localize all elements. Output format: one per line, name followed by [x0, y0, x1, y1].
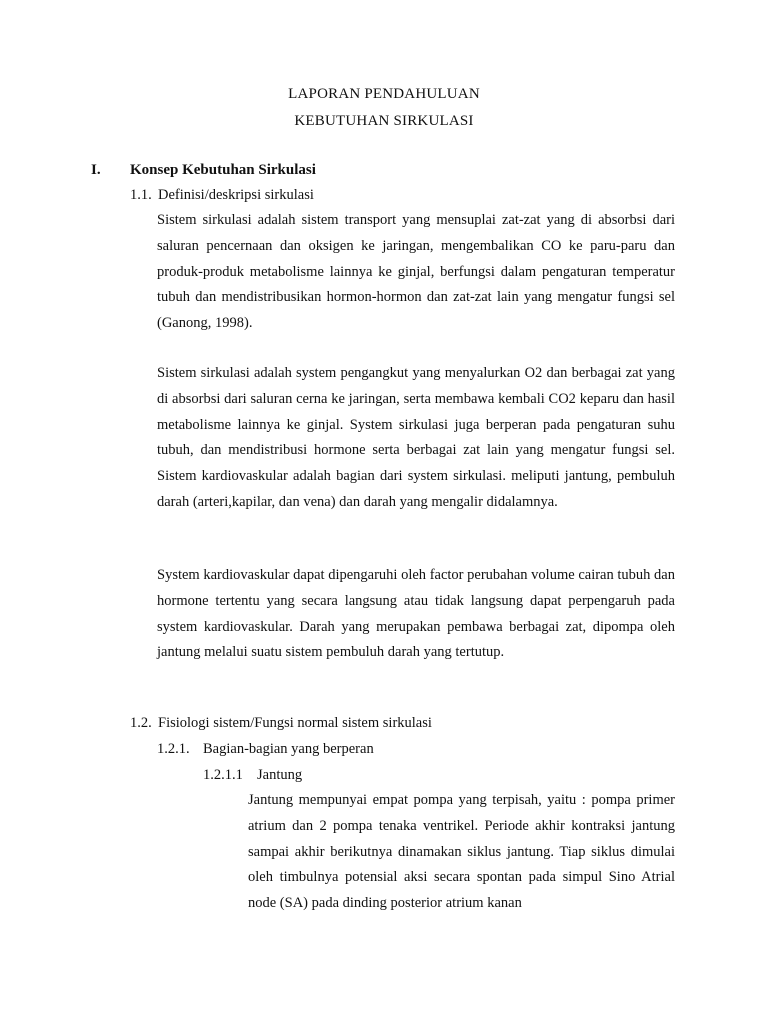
subsection-title: Bagian-bagian yang berperan	[203, 741, 374, 757]
subsection-heading-1-2	[130, 715, 432, 732]
subsection-title: Fisiologi sistem/Fungsi normal sistem sirkulasi	[158, 715, 432, 731]
paragraph-jantung: Jantung mempunyai empat pompa yang terpisah, yaitu : pompa primer atrium dan 2 pompa tenaka ventrikel. Periode akhir kontraksi jantung sampai akhir berikutnya dinamakan siklus jantung. Tiap siklus dimulai oleh timbulnya potensial aksi secara spontan pada simpul Sino Atrial node (SA) pada dinding posterior atrium kanan	[248, 792, 675, 912]
subsection-heading-1-2-1	[157, 741, 374, 758]
subsection-number: 1.1.	[130, 187, 152, 203]
subsection-number: 1.2.	[130, 715, 152, 731]
document-title-line1: LAPORAN PENDAHULUAN	[288, 86, 480, 102]
subsection-number: 1.2.1.	[157, 741, 190, 757]
paragraph-definition-2: Sistem sirkulasi adalah system pengangkut yang menyalurkan O2 dan berbagai zat yang di absorbsi dari saluran cerna ke jaringan, serta membawa kembali CO2 keparu dan hasil metabolisme lainnya ke ginjal. System sirkulasi juga berperan pada pengaturan suhu tubuh, dan mendistribusi hormone serta berbagai zat lain yang mengatur fungsi sel. Sistem kardiovaskular adalah bagian dari system sirkulasi. meliputi jantung, pembuluh darah (arteri,kapilar, dan vena) dan darah yang mengalir didalamnya.	[157, 365, 675, 510]
subsection-title: Definisi/deskripsi sirkulasi	[158, 187, 314, 203]
section-title: Konsep Kebutuhan Sirkulasi	[130, 162, 316, 178]
subsection-heading-1-1	[130, 187, 314, 204]
subsection-heading-1-2-1-1	[203, 767, 302, 784]
subsection-title: Jantung	[257, 767, 303, 783]
paragraph-definition-1: Sistem sirkulasi adalah sistem transport yang mensuplai zat-zat yang di absorbsi dari saluran pencernaan dan oksigen ke jaringan, mengembalikan CO ke paru-paru dan produk-produk metabolisme lainnya ke ginjal, berfungsi dalam pengaturan temperatur tubuh dan mendistribusikan hormon-hormon dan zat-zat lain yang mengatur fungsi sel (Ganong, 1998).	[157, 212, 675, 332]
document-title-line2: KEBUTUHAN SIRKULASI	[294, 113, 474, 129]
paragraph-definition-3: System kardiovaskular dapat dipengaruhi oleh factor perubahan volume cairan tubuh dan hormone tertentu yang secara langsung atau tidak langsung dapat perpengaruh pada system kardiovaskular. Darah yang merupakan pembawa berbagai zat, dipompa oleh jantung melalui suatu sistem pembuluh darah yang tertutup.	[157, 567, 675, 661]
subsection-number: 1.2.1.1	[203, 767, 243, 783]
section-number: I.	[91, 162, 101, 178]
